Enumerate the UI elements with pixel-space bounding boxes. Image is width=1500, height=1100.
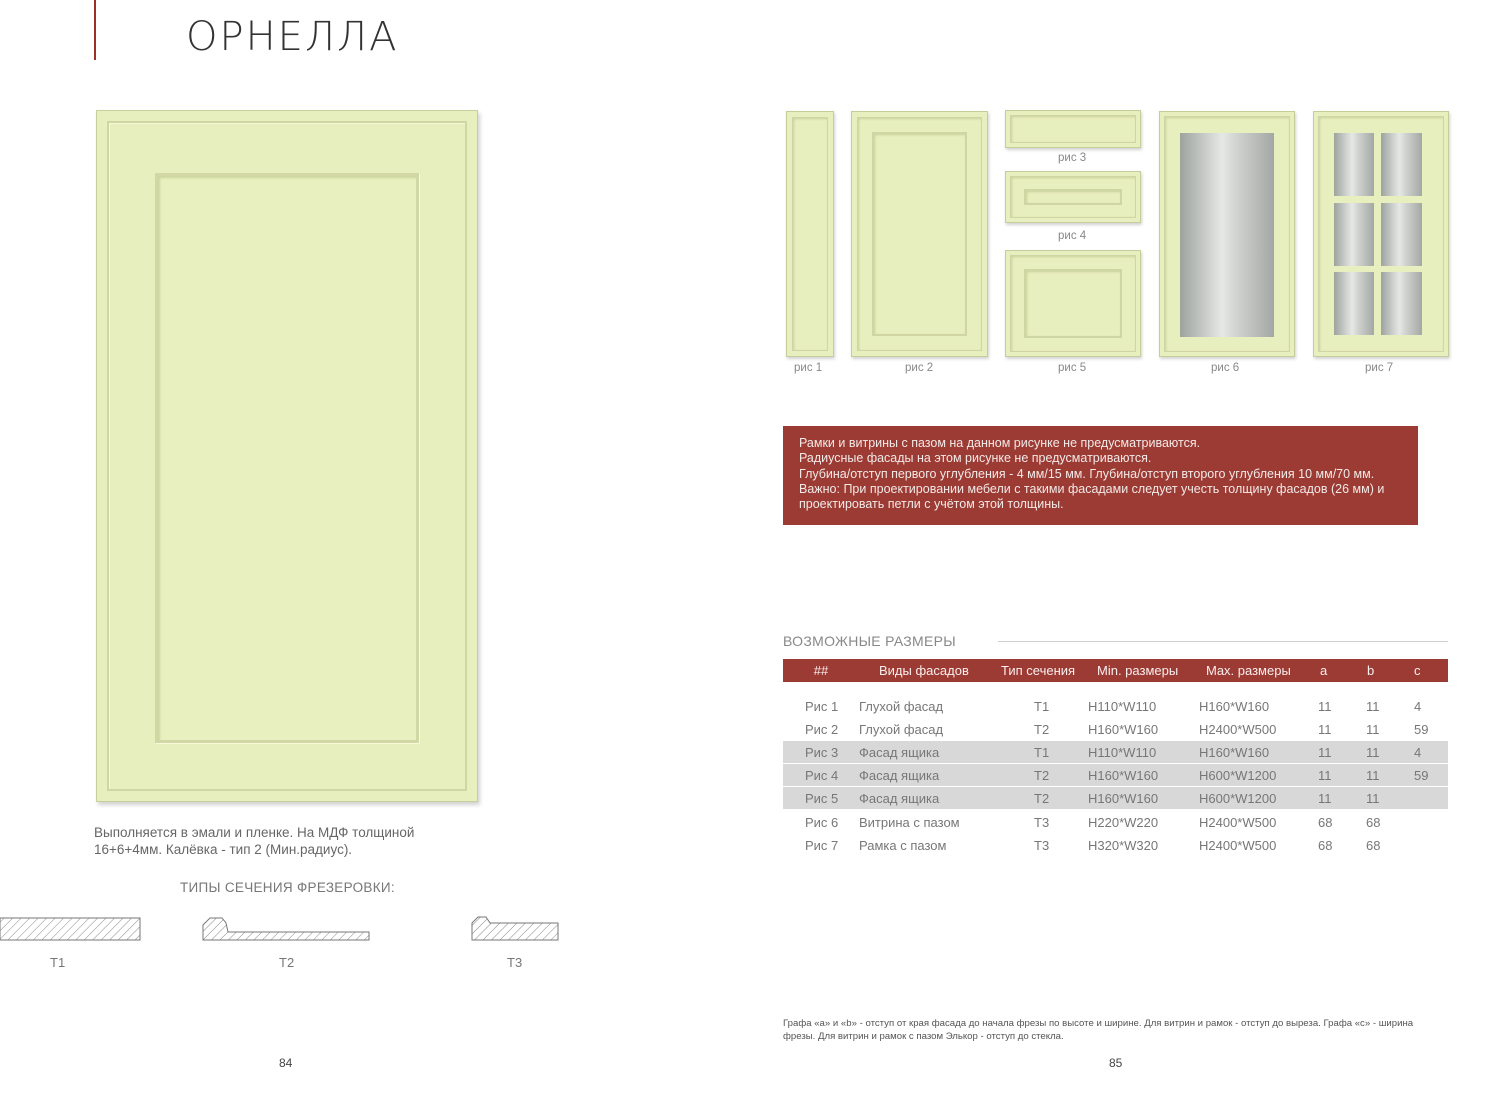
- table-cell: 11: [1366, 767, 1380, 783]
- table-cell: H110*W110: [1088, 698, 1157, 714]
- footnote: [783, 1018, 1448, 1043]
- divider: [998, 641, 1448, 642]
- table-cell: H600*W1200: [1199, 767, 1277, 783]
- thumb-panel: [1024, 189, 1122, 205]
- thumb-caption: рис 4: [1058, 230, 1087, 242]
- table-header: [783, 659, 1448, 682]
- table-cell: Рис 2: [805, 721, 839, 737]
- table-cell: H110*W110: [1088, 744, 1157, 760]
- notice-line: Важно: При проектировании мебели с такими фасадами следует учесть толщину фасадов (26 мм) и: [799, 481, 1385, 496]
- header-cell: b: [1367, 663, 1375, 678]
- glass-insert: [1180, 133, 1274, 337]
- table-row: [783, 811, 1448, 833]
- table-cell: 68: [1366, 814, 1381, 830]
- thumb-frame: [1010, 115, 1136, 143]
- section-t2-profile: [203, 918, 369, 940]
- table-cell: H600*W1200: [1199, 790, 1277, 806]
- thumb-panel: [1024, 269, 1122, 338]
- page-title: ОРНЕЛЛА: [186, 14, 399, 60]
- table-cell: Фасад ящика: [859, 744, 940, 760]
- glass-pane: [1381, 272, 1422, 335]
- facade-inner-panel: [155, 173, 419, 743]
- section-profiles: [0, 905, 600, 950]
- table-cell: T2: [1034, 790, 1050, 806]
- table-cell: H160*W160: [1199, 744, 1270, 760]
- header-cell: c: [1414, 663, 1421, 678]
- table-cell: H160*W160: [1199, 698, 1270, 714]
- header-cell: Min. размеры: [1097, 663, 1179, 678]
- table-cell: 11: [1366, 721, 1380, 737]
- table-cell: 59: [1414, 767, 1429, 783]
- section-types-title: ТИПЫ СЕЧЕНИЯ ФРЕЗЕРОВКИ:: [180, 880, 395, 895]
- thumb-frame: [792, 117, 828, 351]
- section-label-t2: T2: [279, 955, 295, 970]
- glass-pane: [1381, 203, 1422, 266]
- thumb-ris2: [851, 111, 988, 357]
- table-cell: H2400*W500: [1199, 837, 1277, 853]
- thumb-caption: рис 1: [794, 362, 823, 374]
- thumb-ris3: [1005, 110, 1141, 148]
- table-cell: T1: [1034, 744, 1050, 760]
- thumb-caption: рис 7: [1365, 362, 1394, 374]
- glass-pane: [1334, 133, 1374, 196]
- thumb-panel: [872, 132, 967, 336]
- table-cell: 4: [1414, 698, 1422, 714]
- table-cell: T3: [1034, 837, 1050, 853]
- table-cell: Глухой фасад: [859, 721, 944, 737]
- notice-box: [783, 426, 1418, 525]
- glass-pane: [1381, 133, 1422, 196]
- table-row: [783, 834, 1448, 856]
- section-t1-profile: [0, 918, 140, 940]
- table-cell: H160*W160: [1088, 721, 1159, 737]
- footnote-line: фрезы. Для витрин и рамок с пазом Элькор - отступ до стекла.: [783, 1030, 1064, 1042]
- table-cell: 11: [1318, 698, 1332, 714]
- table-row: [783, 741, 1448, 763]
- section-label-t1: T1: [50, 955, 66, 970]
- thumb-ris5: [1005, 250, 1141, 357]
- thumb-caption: рис 2: [905, 362, 934, 374]
- thumb-caption: рис 3: [1058, 152, 1087, 164]
- table-cell: 68: [1366, 837, 1381, 853]
- table-cell: 11: [1318, 744, 1332, 760]
- thumb-ris7: [1313, 111, 1449, 357]
- thumb-ris6: [1159, 111, 1295, 357]
- header-cell: ##: [813, 663, 829, 678]
- accent-line: [94, 0, 96, 60]
- table-cell: Рис 5: [805, 790, 839, 806]
- description: [94, 824, 474, 858]
- table-cell: H220*W220: [1088, 814, 1159, 830]
- table-cell: H2400*W500: [1199, 814, 1277, 830]
- table-cell: Глухой фасад: [859, 698, 944, 714]
- thumb-caption: рис 6: [1211, 362, 1240, 374]
- table-cell: 59: [1414, 721, 1429, 737]
- table-row: [783, 695, 1448, 717]
- table-cell: 68: [1318, 814, 1333, 830]
- footnote-line: Графа «а» и «b» - отступ от края фасада до начала фрезы по высоте и ширине. Для витрин и рамок - отступ до выреза. Графа «с» - ширина: [783, 1018, 1414, 1029]
- table-cell: 11: [1366, 698, 1380, 714]
- glass-pane: [1334, 272, 1374, 335]
- table-cell: 11: [1318, 721, 1332, 737]
- glass-pane: [1334, 203, 1374, 266]
- table-cell: T1: [1034, 698, 1050, 714]
- table-cell: 68: [1318, 837, 1333, 853]
- table-cell: Фасад ящика: [859, 767, 940, 783]
- table-cell: Витрина с пазом: [859, 814, 960, 830]
- table-cell: H320*W320: [1088, 837, 1159, 853]
- thumb-ris1: [786, 111, 834, 357]
- description-line: Выполняется в эмали и пленке. На МДФ толщиной: [94, 825, 415, 840]
- table-cell: 11: [1366, 744, 1380, 760]
- table-cell: Рис 7: [805, 837, 839, 853]
- page-number-left: 84: [279, 1056, 293, 1070]
- thumb-caption: рис 5: [1058, 362, 1087, 374]
- table-cell: Рис 3: [805, 744, 839, 760]
- table-cell: 11: [1318, 767, 1332, 783]
- header-cell: Тип сечения: [1001, 663, 1076, 678]
- table-cell: Рамка с пазом: [859, 837, 947, 853]
- notice-line: Глубина/отступ первого углубления - 4 мм/15 мм. Глубина/отступ второго углубления 10 мм/70 мм.: [799, 466, 1375, 481]
- table-cell: Рис 1: [805, 698, 839, 714]
- table-cell: 11: [1318, 790, 1332, 806]
- facade-main-image: [96, 110, 478, 802]
- header-cell: Max. размеры: [1206, 663, 1291, 678]
- table-row: [783, 764, 1448, 786]
- table-cell: Рис 6: [805, 814, 839, 830]
- sizes-title: ВОЗМОЖНЫЕ РАЗМЕРЫ: [783, 633, 956, 649]
- section-label-t3: T3: [507, 955, 523, 970]
- description-line: 16+6+4мм. Калёвка - тип 2 (Мин.радиус).: [94, 842, 353, 857]
- page-number-right: 85: [1109, 1056, 1123, 1070]
- table-cell: T2: [1034, 721, 1050, 737]
- notice-line: Рамки и витрины с пазом на данном рисунке не предусматриваются.: [799, 436, 1201, 450]
- table-cell: Фасад ящика: [859, 790, 940, 806]
- table-cell: H160*W160: [1088, 790, 1159, 806]
- notice-line: проектировать петли с учётом этой толщины.: [799, 497, 1064, 512]
- table-cell: 11: [1366, 790, 1380, 806]
- thumb-ris4: [1005, 171, 1141, 223]
- table-cell: 4: [1414, 744, 1422, 760]
- table-cell: H2400*W500: [1199, 721, 1277, 737]
- table-cell: H160*W160: [1088, 767, 1159, 783]
- section-t3-profile: [472, 917, 558, 940]
- header-cell: Виды фасадов: [879, 663, 969, 678]
- notice-line: Радиусные фасады на этом рисунке не предусматриваются.: [799, 451, 1152, 466]
- header-cell: a: [1320, 663, 1328, 678]
- table-cell: T3: [1034, 814, 1050, 830]
- table-row: [783, 718, 1448, 740]
- table-row: [783, 787, 1448, 809]
- table-cell: Рис 4: [805, 767, 839, 783]
- table-cell: T2: [1034, 767, 1050, 783]
